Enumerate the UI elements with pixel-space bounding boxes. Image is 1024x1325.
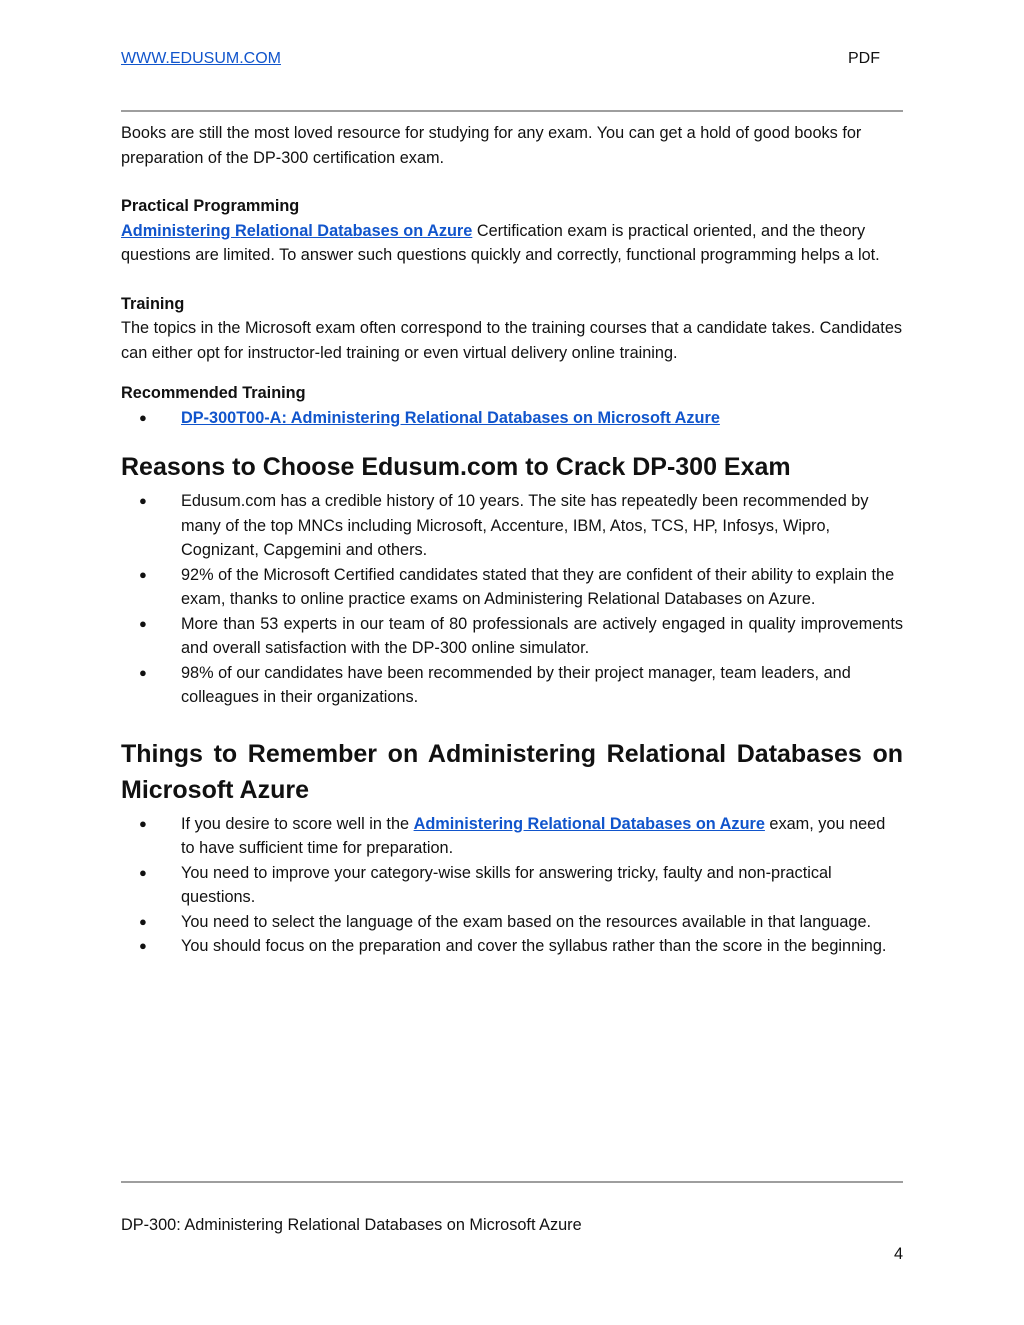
- bullet-icon: ●: [139, 938, 147, 953]
- reason-text: 98% of our candidates have been recommended by their project manager, team leaders, and colleagues in their organizations.: [181, 663, 851, 706]
- list-item: [121, 406, 903, 431]
- intro-paragraph: Books are still the most loved resource for studying for any exam. You can get a hold of good books for preparation of the DP-300 certification exam.: [121, 124, 862, 167]
- bullet-icon: ●: [139, 664, 147, 680]
- reason-text: Edusum.com has a credible history of 10 years. The site has repeatedly been recommended by many of the top MNCs including Microsoft, Accenture, IBM, Atos, TCS, HP, Infosys, Wipro, Cognizant, Capgemini and others.: [181, 492, 869, 559]
- things-list: [121, 812, 903, 959]
- things-link[interactable]: Administering Relational Databases on Azure: [413, 814, 765, 833]
- practical-title: Practical Programming: [121, 197, 300, 215]
- things-text-post: exam, you need to have sufficient time for preparation.: [181, 814, 886, 857]
- practical-text: Certification exam is practical oriented, and the theory questions are limited. To answer such questions quickly and correctly, functional programming helps a lot.: [121, 221, 880, 264]
- footer-title: DP-300: Administering Relational Databases on Microsoft Azure: [121, 1216, 582, 1234]
- bullet-icon: ●: [139, 913, 147, 929]
- bullet-icon: ●: [139, 409, 147, 425]
- things-text-pre: If you desire to score well in the: [181, 814, 414, 833]
- bullet-icon: ●: [139, 615, 147, 631]
- pdf-label: PDF: [848, 50, 880, 67]
- reasons-heading: Reasons to Choose Edusum.com to Crack DP-300 Exam: [121, 453, 791, 481]
- list-item: [121, 489, 903, 563]
- header-divider: [121, 110, 903, 112]
- bullet-icon: ●: [139, 864, 147, 880]
- practical-paragraph: [121, 219, 903, 268]
- list-item: [121, 812, 903, 861]
- reason-text: 92% of the Microsoft Certified candidates stated that they are confident of their ability to explain the exam, thanks to online practice exams on Administering Relational Databases on Azure.: [181, 565, 895, 608]
- list-item: [121, 861, 903, 910]
- site-link[interactable]: WWW.EDUSUM.COM: [121, 50, 281, 67]
- training-title: Training: [121, 294, 185, 313]
- bullet-icon: ●: [139, 566, 147, 582]
- bullet-icon: ●: [139, 815, 147, 831]
- list-item: [121, 563, 903, 612]
- main-content: [121, 121, 903, 959]
- list-item: [121, 661, 903, 710]
- list-item: [121, 910, 903, 935]
- page-number: 4: [893, 1245, 903, 1263]
- recommended-title: Recommended Training: [121, 384, 306, 402]
- page-header: [121, 50, 903, 72]
- recommended-list: [121, 406, 903, 431]
- things-text: You should focus on the preparation and cover the syllabus rather than the score in the beginning.: [181, 937, 887, 955]
- list-item: [121, 612, 903, 661]
- footer-divider: [121, 1181, 903, 1183]
- things-text: You need to improve your category-wise skills for answering tricky, faulty and non-practical questions.: [181, 863, 832, 906]
- recommended-course-link[interactable]: DP-300T00-A: Administering Relational Databases on Microsoft Azure: [181, 408, 720, 427]
- things-heading: Things to Remember on Administering Relational Databases on Microsoft Azure: [121, 739, 903, 804]
- practical-link[interactable]: Administering Relational Databases on Azure: [121, 221, 473, 240]
- bullet-icon: ●: [139, 493, 147, 508]
- training-paragraph: The topics in the Microsoft exam often correspond to the training courses that a candidate takes. Candidates can either opt for instructor-led training or even virtual delivery online training.: [121, 319, 903, 362]
- list-item: [121, 934, 903, 959]
- reason-text: More than 53 experts in our team of 80 professionals are actively engaged in quality improvements and overall satisfaction with the DP-300 online simulator.: [181, 614, 903, 657]
- things-text: You need to select the language of the exam based on the resources available in that language.: [181, 912, 872, 931]
- reasons-list: [121, 489, 903, 710]
